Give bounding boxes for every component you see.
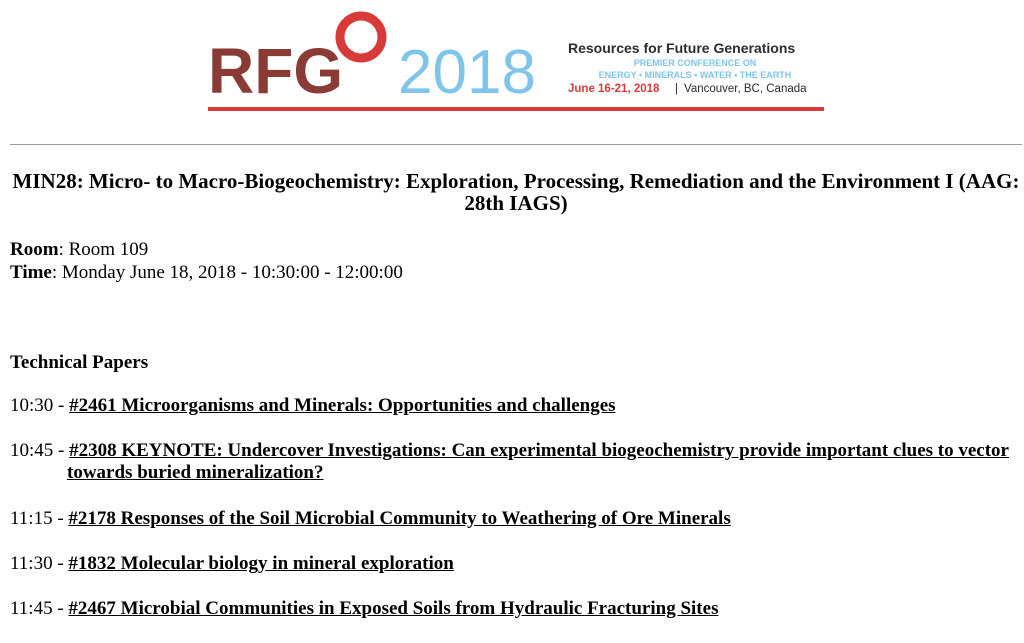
banner-location: Vancouver, BC, Canada xyxy=(684,83,807,95)
time-label: Time xyxy=(10,262,52,283)
horizontal-divider xyxy=(10,144,1022,145)
banner-underline xyxy=(208,107,824,111)
technical-papers-heading: Technical Papers xyxy=(10,352,149,373)
banner-tagline: Resources for Future Generations xyxy=(568,40,796,56)
paper-time: 11:15 - xyxy=(10,508,69,529)
session-title: MIN28: Micro- to Macro-Biogeochemistry: Exploration, Processing, Remediation and the Environment I (AAG: 28th IAGS) xyxy=(12,169,1020,215)
paper-item xyxy=(10,395,1014,417)
banner-dates: June 16-21, 2018 xyxy=(568,83,660,95)
banner-separator: | xyxy=(675,83,678,95)
paper-item xyxy=(10,508,1014,530)
paper-link-2467[interactable]: #2467 Microbial Communities in Exposed Soils from Hydraulic Fracturing Sites xyxy=(68,598,719,619)
time-value: : Monday June 18, 2018 - 10:30:00 - 12:00:00 xyxy=(51,262,403,283)
paper-link-2308[interactable]: #2308 KEYNOTE: Undercover Investigations: Can experimental biogeochemistry provide important clues to vector towards buried mineralization? xyxy=(67,440,1009,483)
paper-time: 10:45 - xyxy=(10,440,70,461)
logo-ring-icon xyxy=(340,16,382,58)
paper-time: 10:30 - xyxy=(10,395,70,416)
paper-time: 11:45 - xyxy=(10,598,69,619)
paper-link-2178[interactable]: #2178 Responses of the Soil Microbial Community to Weathering of Ore Minerals xyxy=(68,508,731,529)
session-time xyxy=(10,262,403,284)
session-room xyxy=(10,239,148,261)
conference-banner xyxy=(0,0,1024,125)
banner-premier: PREMIER CONFERENCE ON xyxy=(633,58,757,68)
rfg-2018-logo xyxy=(0,0,1024,125)
paper-link-1832[interactable]: #1832 Molecular biology in mineral exploration xyxy=(68,553,454,574)
logo-year: 2018 xyxy=(398,38,536,107)
paper-link-2461[interactable]: #2461 Microorganisms and Minerals: Opportunities and challenges xyxy=(69,395,616,416)
logo-letters: RFG xyxy=(208,35,344,107)
paper-item xyxy=(10,553,1014,575)
room-value: : Room 109 xyxy=(58,239,149,260)
paper-time: 11:30 - xyxy=(10,553,69,574)
paper-item xyxy=(10,598,1014,620)
paper-item xyxy=(10,440,1014,484)
room-label: Room xyxy=(10,239,59,260)
banner-topics: ENERGY • MINERALS • WATER • THE EARTH xyxy=(598,70,792,80)
